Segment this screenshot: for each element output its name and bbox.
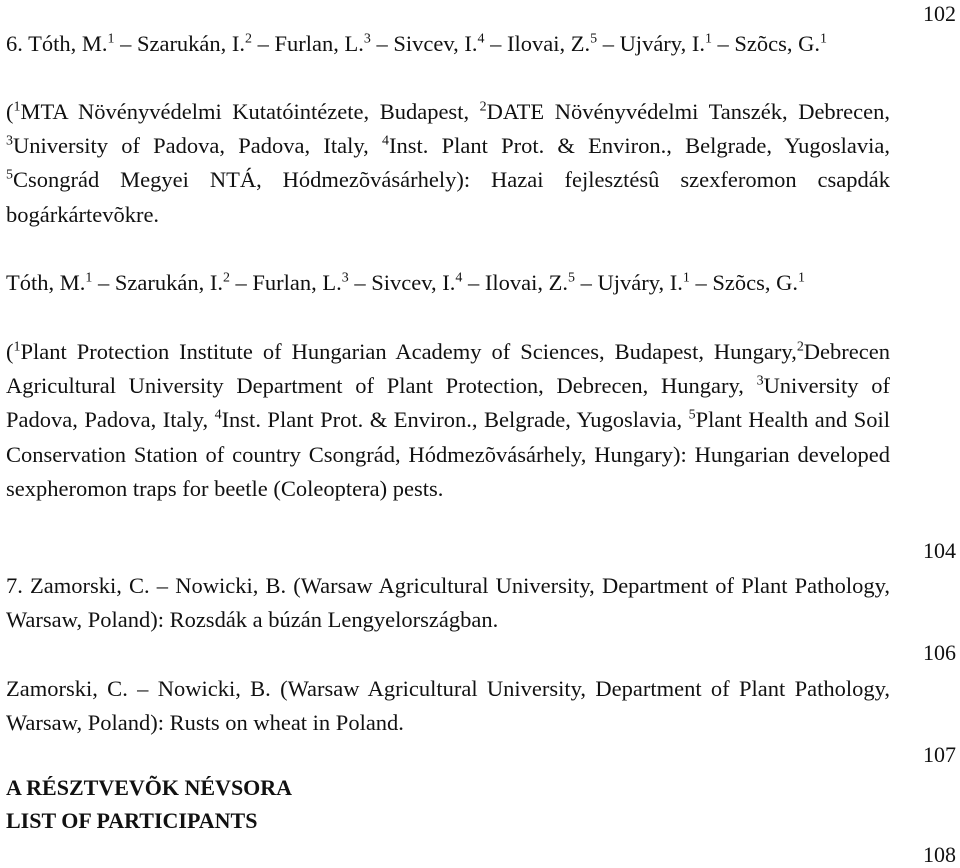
author: Ilovai, Z.: [484, 270, 568, 295]
affiliation-ref: 1: [107, 31, 115, 47]
author: Furlan, L.: [274, 31, 364, 56]
entry-6-authors-en: Tóth, M.$^1$ – Szarukán, I.$^2$ – Furlan, L.$^3$ – Sivcev, I.$^4$ – Ilovai, Z.$^5$ – Ujváry, I.$^1$ – Szõcs, G.$^1$: [6, 270, 805, 295]
author: Furlan, L.: [252, 270, 342, 295]
author: Szarukán, I.: [114, 270, 223, 295]
author: Ilovai, Z.: [506, 31, 591, 56]
author: Szõcs, G.: [734, 31, 821, 56]
author: Szõcs, G.: [712, 270, 798, 295]
participants-heading: [6, 772, 292, 837]
entry-6-affiliation-en: ($^1$Plant Protection Institute of Hungarian Academy of Sciences, Budapest, Hungary,$^2$Debrecen Agricultural University Department of Plant Protection, Debrecen, Hungary, $^3$University of Padova, Padova, Italy, $^4$Inst. Plant Prot. & Environ., Belgrade, Yugoslavia, $^5$Plant Health and Soil Conservation Station of country Csongrád, Hódmezõvásárhely, Hungary): Hungarian developed sexpheromon traps for beetle (Coleoptera) pests.: [6, 339, 891, 501]
entry-7-en: [6, 672, 890, 740]
author: Ujváry, I.: [597, 270, 683, 295]
author: Tóth, M.: [6, 270, 86, 295]
author: Tóth, M.: [28, 31, 108, 56]
entry-text: Zamorski, C. – Nowicki, B. (Warsaw Agricultural University, Department of Plant Pathology, Warsaw, Poland): Rozsdák a búzán Lengyelországban.: [6, 573, 891, 633]
entry-number: 6.: [6, 31, 23, 56]
author: Szarukán, I.: [136, 31, 246, 56]
page-number: 106: [923, 640, 956, 665]
participants-title-hu: A RÉSZTVEVÕK NÉVSORA: [6, 775, 293, 800]
page-number: 102: [923, 1, 956, 26]
entry-7-hu: [6, 569, 890, 637]
entry-6-authors-hu: 6. Tóth, M.$^1$ – Szarukán, I.$^2$ – Furlan, L.$^3$ – Sivcev, I.$^4$ – Ilovai, Z.$^5$ – Ujváry, I.$^1$ – Szõcs, G.$^1$: [6, 31, 828, 56]
page-number: 104: [923, 538, 956, 563]
entry-text: Zamorski, C. – Nowicki, B. (Warsaw Agricultural University, Department of Plant Pathology, Warsaw, Poland): Rusts on wheat in Poland.: [6, 676, 890, 736]
page-number: 108: [923, 842, 956, 867]
entry-number: 7.: [6, 573, 23, 598]
page-number: 107: [923, 742, 956, 767]
participants-title-en: LIST OF PARTICIPANTS: [6, 807, 258, 833]
author: Sivcev, I.: [393, 31, 478, 56]
author: Sivcev, I.: [371, 270, 456, 295]
entry-6-affiliation-hu: ($^1$MTA Növényvédelmi Kutatóintézete, Budapest, $^2$DATE Növényvédelmi Tanszék, Debrecen, $^3$University of Padova, Padova, Italy, $^4$Inst. Plant Prot. & Environ., Belgrade, Yugoslavia, $^5$Csongrád Megyei NTÁ, Hódmezõvásárhely): Hazai fejlesztésû szexferomon csapdák bogárkártevõkre.: [6, 99, 891, 227]
author: Ujváry, I.: [619, 31, 705, 56]
